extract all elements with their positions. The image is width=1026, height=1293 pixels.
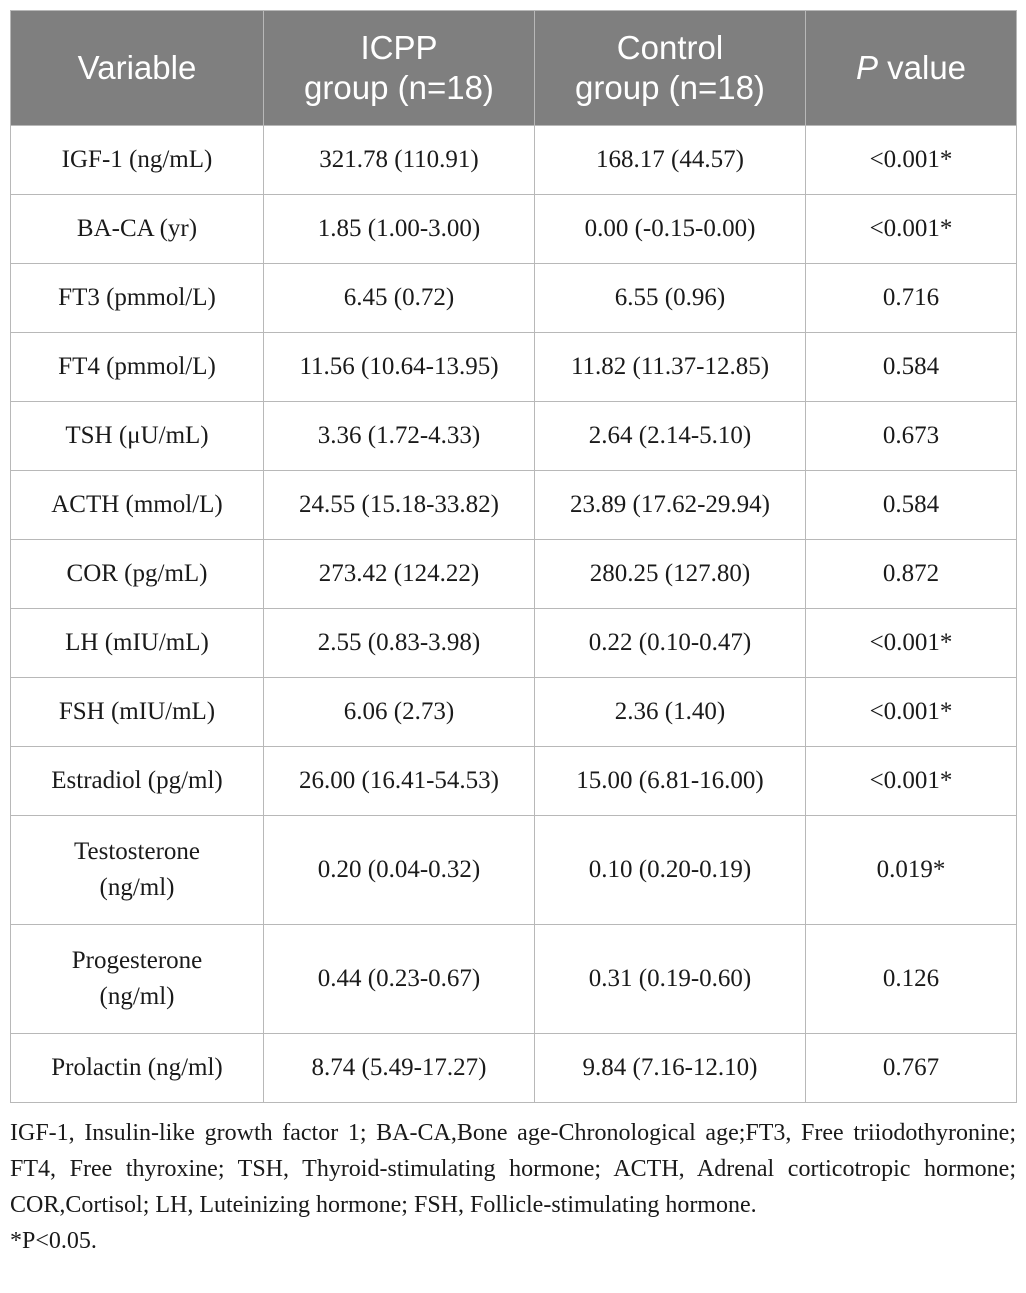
- header-row: [11, 11, 1017, 126]
- cell-variable-line2: (ng/ml): [99, 983, 175, 1010]
- table-footnotes: [10, 1115, 1016, 1259]
- cell-p-value: <0.001*: [806, 195, 1017, 264]
- table-row: [11, 925, 1017, 1034]
- cell-icpp: 0.20 (0.04-0.32): [264, 816, 535, 925]
- header-p-value: [806, 11, 1017, 126]
- cell-variable: ACTH (mmol/L): [11, 471, 264, 540]
- header-icpp-group: [264, 11, 535, 126]
- cell-control: 23.89 (17.62-29.94): [535, 471, 806, 540]
- cell-icpp: 321.78 (110.91): [264, 126, 535, 195]
- table-row: [11, 678, 1017, 747]
- cell-variable: Prolactin (ng/ml): [11, 1034, 264, 1103]
- cell-icpp: 24.55 (15.18-33.82): [264, 471, 535, 540]
- cell-control: 6.55 (0.96): [535, 264, 806, 333]
- header-icpp-line2: group (n=18): [304, 69, 494, 106]
- table-row: [11, 609, 1017, 678]
- cell-control: 2.36 (1.40): [535, 678, 806, 747]
- table-row: [11, 540, 1017, 609]
- significance-footnote: *P<0.05.: [10, 1228, 97, 1254]
- cell-p-value: <0.001*: [806, 609, 1017, 678]
- cell-control: 11.82 (11.37-12.85): [535, 333, 806, 402]
- cell-p-value: <0.001*: [806, 126, 1017, 195]
- cell-control: 0.31 (0.19-0.60): [535, 925, 806, 1034]
- cell-icpp: 6.06 (2.73): [264, 678, 535, 747]
- abbreviation-footnote: IGF-1, Insulin-like growth factor 1; BA-CA,Bone age-Chronological age;FT3, Free triiodothyronine; FT4, Free thyroxine; TSH, Thyroid-stimulating hormone; ACTH, Adrenal corticotropic hormone; COR,Cortisol; LH, Luteinizing hormone; FSH, Follicle-stimulating hormone.: [10, 1120, 1016, 1218]
- cell-p-value: 0.716: [806, 264, 1017, 333]
- cell-icpp: 1.85 (1.00-3.00): [264, 195, 535, 264]
- table-row: [11, 402, 1017, 471]
- cell-variable: [11, 925, 264, 1034]
- cell-icpp: 273.42 (124.22): [264, 540, 535, 609]
- table-header: [11, 11, 1017, 126]
- cell-p-value: 0.673: [806, 402, 1017, 471]
- table-row: [11, 816, 1017, 925]
- header-control-line2: group (n=18): [575, 69, 765, 106]
- cell-control: 0.00 (-0.15-0.00): [535, 195, 806, 264]
- cell-variable: BA-CA (yr): [11, 195, 264, 264]
- table-row: [11, 471, 1017, 540]
- table-row: [11, 747, 1017, 816]
- header-p-italic: P: [855, 49, 878, 86]
- document: [10, 10, 1016, 1259]
- cell-variable: IGF-1 (ng/mL): [11, 126, 264, 195]
- cell-p-value: 0.584: [806, 471, 1017, 540]
- cell-variable: FSH (mIU/mL): [11, 678, 264, 747]
- cell-icpp: 8.74 (5.49-17.27): [264, 1034, 535, 1103]
- cell-icpp: 11.56 (10.64-13.95): [264, 333, 535, 402]
- cell-icpp: 0.44 (0.23-0.67): [264, 925, 535, 1034]
- cell-p-value: 0.584: [806, 333, 1017, 402]
- results-table: [10, 10, 1017, 1103]
- header-control-group: [535, 11, 806, 126]
- cell-p-value: 0.019*: [806, 816, 1017, 925]
- cell-control: 280.25 (127.80): [535, 540, 806, 609]
- cell-icpp: 2.55 (0.83-3.98): [264, 609, 535, 678]
- cell-variable: [11, 816, 264, 925]
- cell-control: 9.84 (7.16-12.10): [535, 1034, 806, 1103]
- cell-control: 2.64 (2.14-5.10): [535, 402, 806, 471]
- cell-icpp: 3.36 (1.72-4.33): [264, 402, 535, 471]
- cell-variable-line1: Testosterone: [74, 838, 200, 865]
- header-p-rest: value: [877, 49, 967, 86]
- cell-p-value: 0.126: [806, 925, 1017, 1034]
- table-row: [11, 195, 1017, 264]
- cell-control: 0.10 (0.20-0.19): [535, 816, 806, 925]
- cell-control: 168.17 (44.57): [535, 126, 806, 195]
- table-row: [11, 333, 1017, 402]
- cell-variable: FT4 (pmmol/L): [11, 333, 264, 402]
- cell-icpp: 26.00 (16.41-54.53): [264, 747, 535, 816]
- cell-variable: LH (mIU/mL): [11, 609, 264, 678]
- cell-variable-line1: Progesterone: [71, 947, 203, 974]
- cell-p-value: <0.001*: [806, 678, 1017, 747]
- header-icpp-line1: ICPP: [360, 29, 438, 66]
- table-body: [11, 126, 1017, 1103]
- table-row: [11, 1034, 1017, 1103]
- cell-p-value: <0.001*: [806, 747, 1017, 816]
- cell-p-value: 0.872: [806, 540, 1017, 609]
- cell-control: 0.22 (0.10-0.47): [535, 609, 806, 678]
- cell-icpp: 6.45 (0.72): [264, 264, 535, 333]
- header-control-line1: Control: [616, 29, 724, 66]
- cell-variable: Estradiol (pg/ml): [11, 747, 264, 816]
- cell-p-value: 0.767: [806, 1034, 1017, 1103]
- cell-control: 15.00 (6.81-16.00): [535, 747, 806, 816]
- cell-variable: TSH (μU/mL): [11, 402, 264, 471]
- table-row: [11, 264, 1017, 333]
- table-row: [11, 126, 1017, 195]
- cell-variable-line2: (ng/ml): [99, 874, 175, 901]
- cell-variable: COR (pg/mL): [11, 540, 264, 609]
- cell-variable: FT3 (pmmol/L): [11, 264, 264, 333]
- header-variable: Variable: [11, 11, 264, 126]
